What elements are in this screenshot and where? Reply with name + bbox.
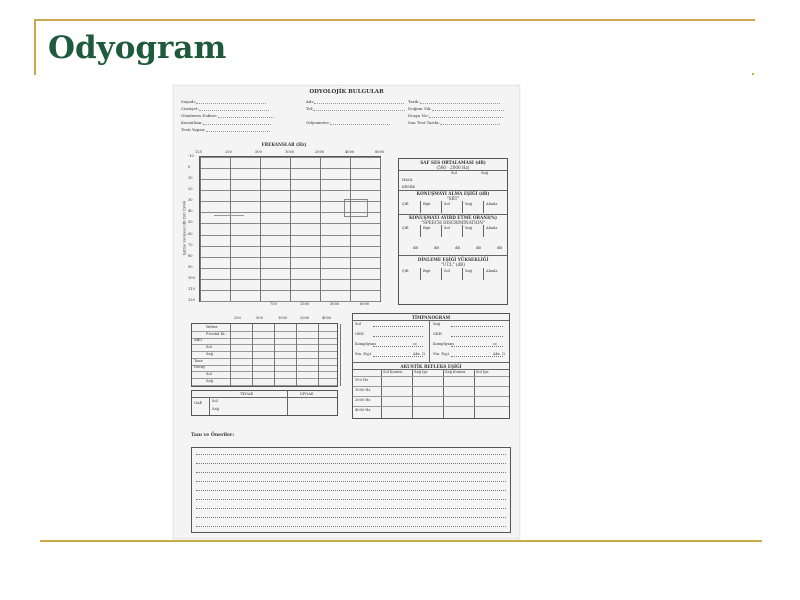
tuning-row-label: Weber — [206, 325, 218, 329]
frequency-label: 1500 — [300, 302, 310, 306]
frequency-label: 500 — [255, 150, 262, 154]
note-line — [196, 481, 506, 482]
sd-unit: dB — [497, 246, 502, 250]
form-title: ODYOLOJİK BULGULAR — [309, 89, 384, 95]
field-cinsiyet: Cinsiyet: — [181, 106, 269, 111]
field-adi: Adı: — [306, 99, 404, 104]
ucl-header: Bipt — [423, 269, 431, 273]
trace-box — [344, 199, 368, 217]
field-tarih: Tarih: — [408, 99, 500, 104]
grid-line-v — [290, 157, 291, 301]
frequency-label: 8000 — [375, 150, 385, 154]
divider — [420, 201, 421, 213]
divider — [296, 324, 297, 386]
oae-table — [191, 390, 338, 416]
divider — [483, 225, 484, 237]
tympanogram-right-label: OKH — [433, 332, 442, 336]
audiogram-title: FREKANSLAR (Hz) — [261, 142, 307, 147]
ucl-subtitle: "UCL" (dB) — [441, 262, 465, 267]
note-line — [196, 463, 506, 464]
y-tick-label: 70 — [188, 243, 193, 247]
field-tel: Tel: — [306, 106, 405, 111]
y-axis-label: İşitme Seviyesi (dB ISO 1964) — [182, 200, 187, 256]
divider — [318, 324, 319, 386]
srt-header: Bipt — [423, 202, 431, 206]
divider — [462, 225, 463, 237]
divider — [462, 201, 463, 213]
divider — [429, 320, 430, 362]
note-line — [196, 526, 506, 527]
top-rule — [35, 19, 755, 21]
tympanogram-left-label: Sol — [355, 322, 361, 326]
y-tick-label: 120 — [188, 298, 195, 302]
tympanogram-left-label: OKH — [355, 332, 364, 336]
sd-unit: dB — [455, 246, 460, 250]
divider — [399, 255, 507, 256]
note-line — [196, 472, 506, 473]
divider — [441, 225, 442, 237]
field-soyadi: Soyadı: — [181, 99, 266, 104]
tuning-row-label: Sağ — [206, 378, 213, 383]
y-tick-label: 50 — [188, 220, 193, 224]
srt-header: Çift — [402, 202, 409, 206]
reflex-header: Sol İps — [476, 370, 489, 374]
bottom-rule — [40, 540, 762, 542]
frequency-label: 2000 — [315, 150, 325, 154]
reflex-row-label: 1000 Hz — [355, 388, 371, 392]
divider — [353, 376, 509, 377]
field-testi-yapan: Testi Yapan: — [181, 127, 270, 132]
notes-label: Tanı ve Öneriler: — [191, 433, 235, 438]
divider — [353, 362, 509, 363]
note-line — [196, 508, 506, 509]
reflex-title: AKUSTİK REFLEKS EŞİĞİ — [400, 364, 462, 369]
y-tick-label: 30 — [188, 198, 193, 202]
tympanogram-left-unit: Abs. O — [413, 352, 425, 356]
field-konsultan: Konsültan: — [181, 120, 271, 125]
frequency-label: 250 — [225, 150, 232, 154]
tympanogram-right-unit: cc — [493, 342, 498, 346]
divider — [252, 324, 253, 386]
left-rule — [34, 19, 36, 75]
saf-ses-row-hava: HAVA — [402, 178, 413, 182]
divider — [192, 371, 337, 372]
saf-ses-row-kemik: KEMİK — [402, 185, 416, 189]
divider — [192, 378, 337, 379]
divider — [451, 356, 503, 357]
field-odyometre: Odyometre: — [306, 120, 390, 125]
audiogram-grid — [199, 156, 381, 302]
divider — [483, 268, 484, 280]
notes-box — [191, 447, 511, 533]
reflex-header: Sol Kontra — [383, 370, 403, 374]
oae-row-sol: Sol — [212, 399, 218, 403]
audiogram-form-image — [173, 85, 520, 539]
tympanogram-right-label: Sta. Eşçi — [433, 352, 449, 356]
reflex-row-label: 4000 Hz — [355, 408, 371, 412]
y-tick-label: 40 — [188, 209, 193, 213]
grid-line-v — [380, 157, 381, 301]
divider — [209, 397, 210, 415]
field-son-test-tarihi: Son Test Tarihi: — [408, 120, 500, 125]
y-tick-label: 110 — [188, 287, 195, 291]
tuning-row-label: Sol — [206, 371, 212, 376]
ucl-header: Alanla — [486, 269, 498, 273]
divider — [192, 351, 337, 352]
divider — [192, 385, 337, 386]
divider — [373, 326, 423, 327]
tuning-frequency: 500 — [256, 316, 263, 320]
saf-ses-col-sol: Sol — [451, 171, 457, 175]
frequency-label: 3000 — [330, 302, 340, 306]
tympanogram-right-unit: Abs. O — [493, 352, 505, 356]
reflex-header: Sağ İps — [414, 370, 428, 374]
oae-col-dpoae: DPOAE — [300, 392, 314, 396]
tympanogram-left-label: Kompliyans — [355, 342, 377, 346]
reflex-header: Sağ Kontra — [445, 370, 466, 374]
tuning-frequency: 1000 — [278, 316, 288, 320]
oae-label: OAE — [194, 401, 203, 405]
field-dogum-yili: Doğum Yılı: — [408, 106, 504, 111]
divider — [373, 356, 423, 357]
divider — [441, 268, 442, 280]
y-tick-label: 10 — [188, 176, 193, 180]
oae-row-sag: Sağ — [212, 407, 219, 411]
note-line — [196, 454, 506, 455]
tuning-row-label: Sol — [206, 345, 212, 350]
ucl-header: Sağ — [465, 269, 472, 273]
srt-title: KONUŞMAYI ALMA EŞİĞİ (dB) — [416, 191, 490, 196]
tuning-row-label: Decay — [194, 365, 206, 370]
divider — [192, 338, 337, 339]
divider — [353, 320, 509, 321]
grid-line-v — [200, 157, 201, 301]
divider — [483, 201, 484, 213]
tuning-frequency: 4000 — [322, 316, 332, 320]
note-line — [196, 490, 506, 491]
frequency-label: 6000 — [360, 302, 370, 306]
srt-header: Alanla — [486, 202, 498, 206]
divider — [287, 391, 288, 415]
divider — [192, 358, 337, 359]
y-tick-label: 0 — [188, 165, 191, 169]
ucl-header: Sol — [444, 269, 450, 273]
divider — [353, 406, 509, 407]
tuning-table — [191, 323, 338, 387]
trace-line — [214, 215, 244, 216]
divider — [274, 324, 275, 386]
sd-unit: dB — [476, 246, 481, 250]
tympanogram-left-unit: cc — [413, 342, 418, 346]
divider — [462, 268, 463, 280]
y-tick-label: 20 — [188, 187, 193, 191]
y-tick-label: -10 — [188, 154, 194, 158]
tympanogram-right-label: Sağ — [433, 322, 440, 326]
srt-header: Sağ — [465, 202, 472, 206]
note-line — [196, 517, 506, 518]
divider — [192, 344, 337, 345]
tympanogram-left-label: Sta. Eşçi — [355, 352, 371, 356]
tuning-row-label: Sağ — [206, 351, 213, 356]
saf-ses-title: SAF SES ORTALAMASI (dB) — [420, 160, 486, 165]
speech-tests-panel — [398, 158, 508, 305]
sd-unit: dB — [413, 246, 418, 250]
divider — [340, 324, 341, 386]
frequency-label: 4000 — [345, 150, 355, 154]
divider — [373, 336, 423, 337]
tuning-row-label: Tone — [194, 358, 203, 363]
grid-line-v — [350, 157, 351, 301]
y-tick-label: 90 — [188, 265, 193, 269]
sd-subtitle: "SPEECH DISCRIMINATION" — [421, 220, 485, 225]
field-dosya-no: Dosya No: — [408, 113, 503, 118]
sd-unit: dB — [434, 246, 439, 250]
sd-header: Alanla — [486, 226, 498, 230]
grid-line-h — [200, 301, 380, 302]
saf-ses-subtitle: (500 · 2000 Hz) — [436, 165, 470, 170]
tympanogram-title: TİMPANOGRAM — [411, 315, 451, 320]
divider — [373, 346, 423, 347]
srt-header: Sol — [444, 202, 450, 206]
divider — [441, 201, 442, 213]
y-tick-label: 100 — [188, 276, 195, 280]
oae-col-teoae: TEOAE — [240, 392, 254, 396]
tuning-frequency: 2000 — [300, 316, 310, 320]
divider — [192, 397, 337, 398]
tuning-row-label: Frontal Kt. — [206, 331, 226, 336]
tympanogram-right-label: Kompliyans — [433, 342, 455, 346]
divider — [353, 386, 509, 387]
ucl-header: Çift — [402, 269, 409, 273]
ucl-title: DİNLEME EŞİĞİ YÜKSEKLİĞİ — [417, 257, 489, 262]
divider — [420, 268, 421, 280]
divider — [420, 225, 421, 237]
field-gonderen-doktor: Gönderen Doktor: — [181, 113, 274, 118]
sd-header: Bipt — [423, 226, 431, 230]
slide-title: Odyogram — [48, 30, 227, 66]
tympanogram-panel — [352, 313, 510, 419]
note-line — [196, 499, 506, 500]
sd-header: Çift — [402, 226, 409, 230]
divider — [230, 324, 231, 386]
srt-subtitle: "SRT" — [446, 196, 460, 201]
reflex-row-label: 500 Hz — [355, 378, 369, 382]
divider — [353, 396, 509, 397]
y-tick-label: 80 — [188, 254, 193, 258]
divider — [451, 346, 503, 347]
frequency-label: 1000 — [285, 150, 295, 154]
divider — [192, 365, 337, 366]
sd-header: Sağ — [465, 226, 472, 230]
divider — [451, 336, 503, 337]
frequency-label: 750 — [270, 302, 277, 306]
grid-line-v — [320, 157, 321, 301]
grid-line-v — [260, 157, 261, 301]
saf-ses-col-sag: Sağ — [481, 171, 488, 175]
accent-dot — [752, 73, 754, 75]
y-tick-label: 60 — [188, 232, 193, 236]
sd-title: KONUŞMAYI AYIRD ETME ORANI(%) — [408, 215, 497, 220]
sd-header: Sol — [444, 226, 450, 230]
tuning-row-label: ABG — [194, 338, 203, 343]
frequency-label: 125 — [195, 150, 202, 154]
tuning-frequency: 250 — [234, 316, 241, 320]
grid-line-v — [230, 157, 231, 301]
divider — [451, 326, 503, 327]
reflex-row-label: 2000 Hz — [355, 398, 371, 402]
